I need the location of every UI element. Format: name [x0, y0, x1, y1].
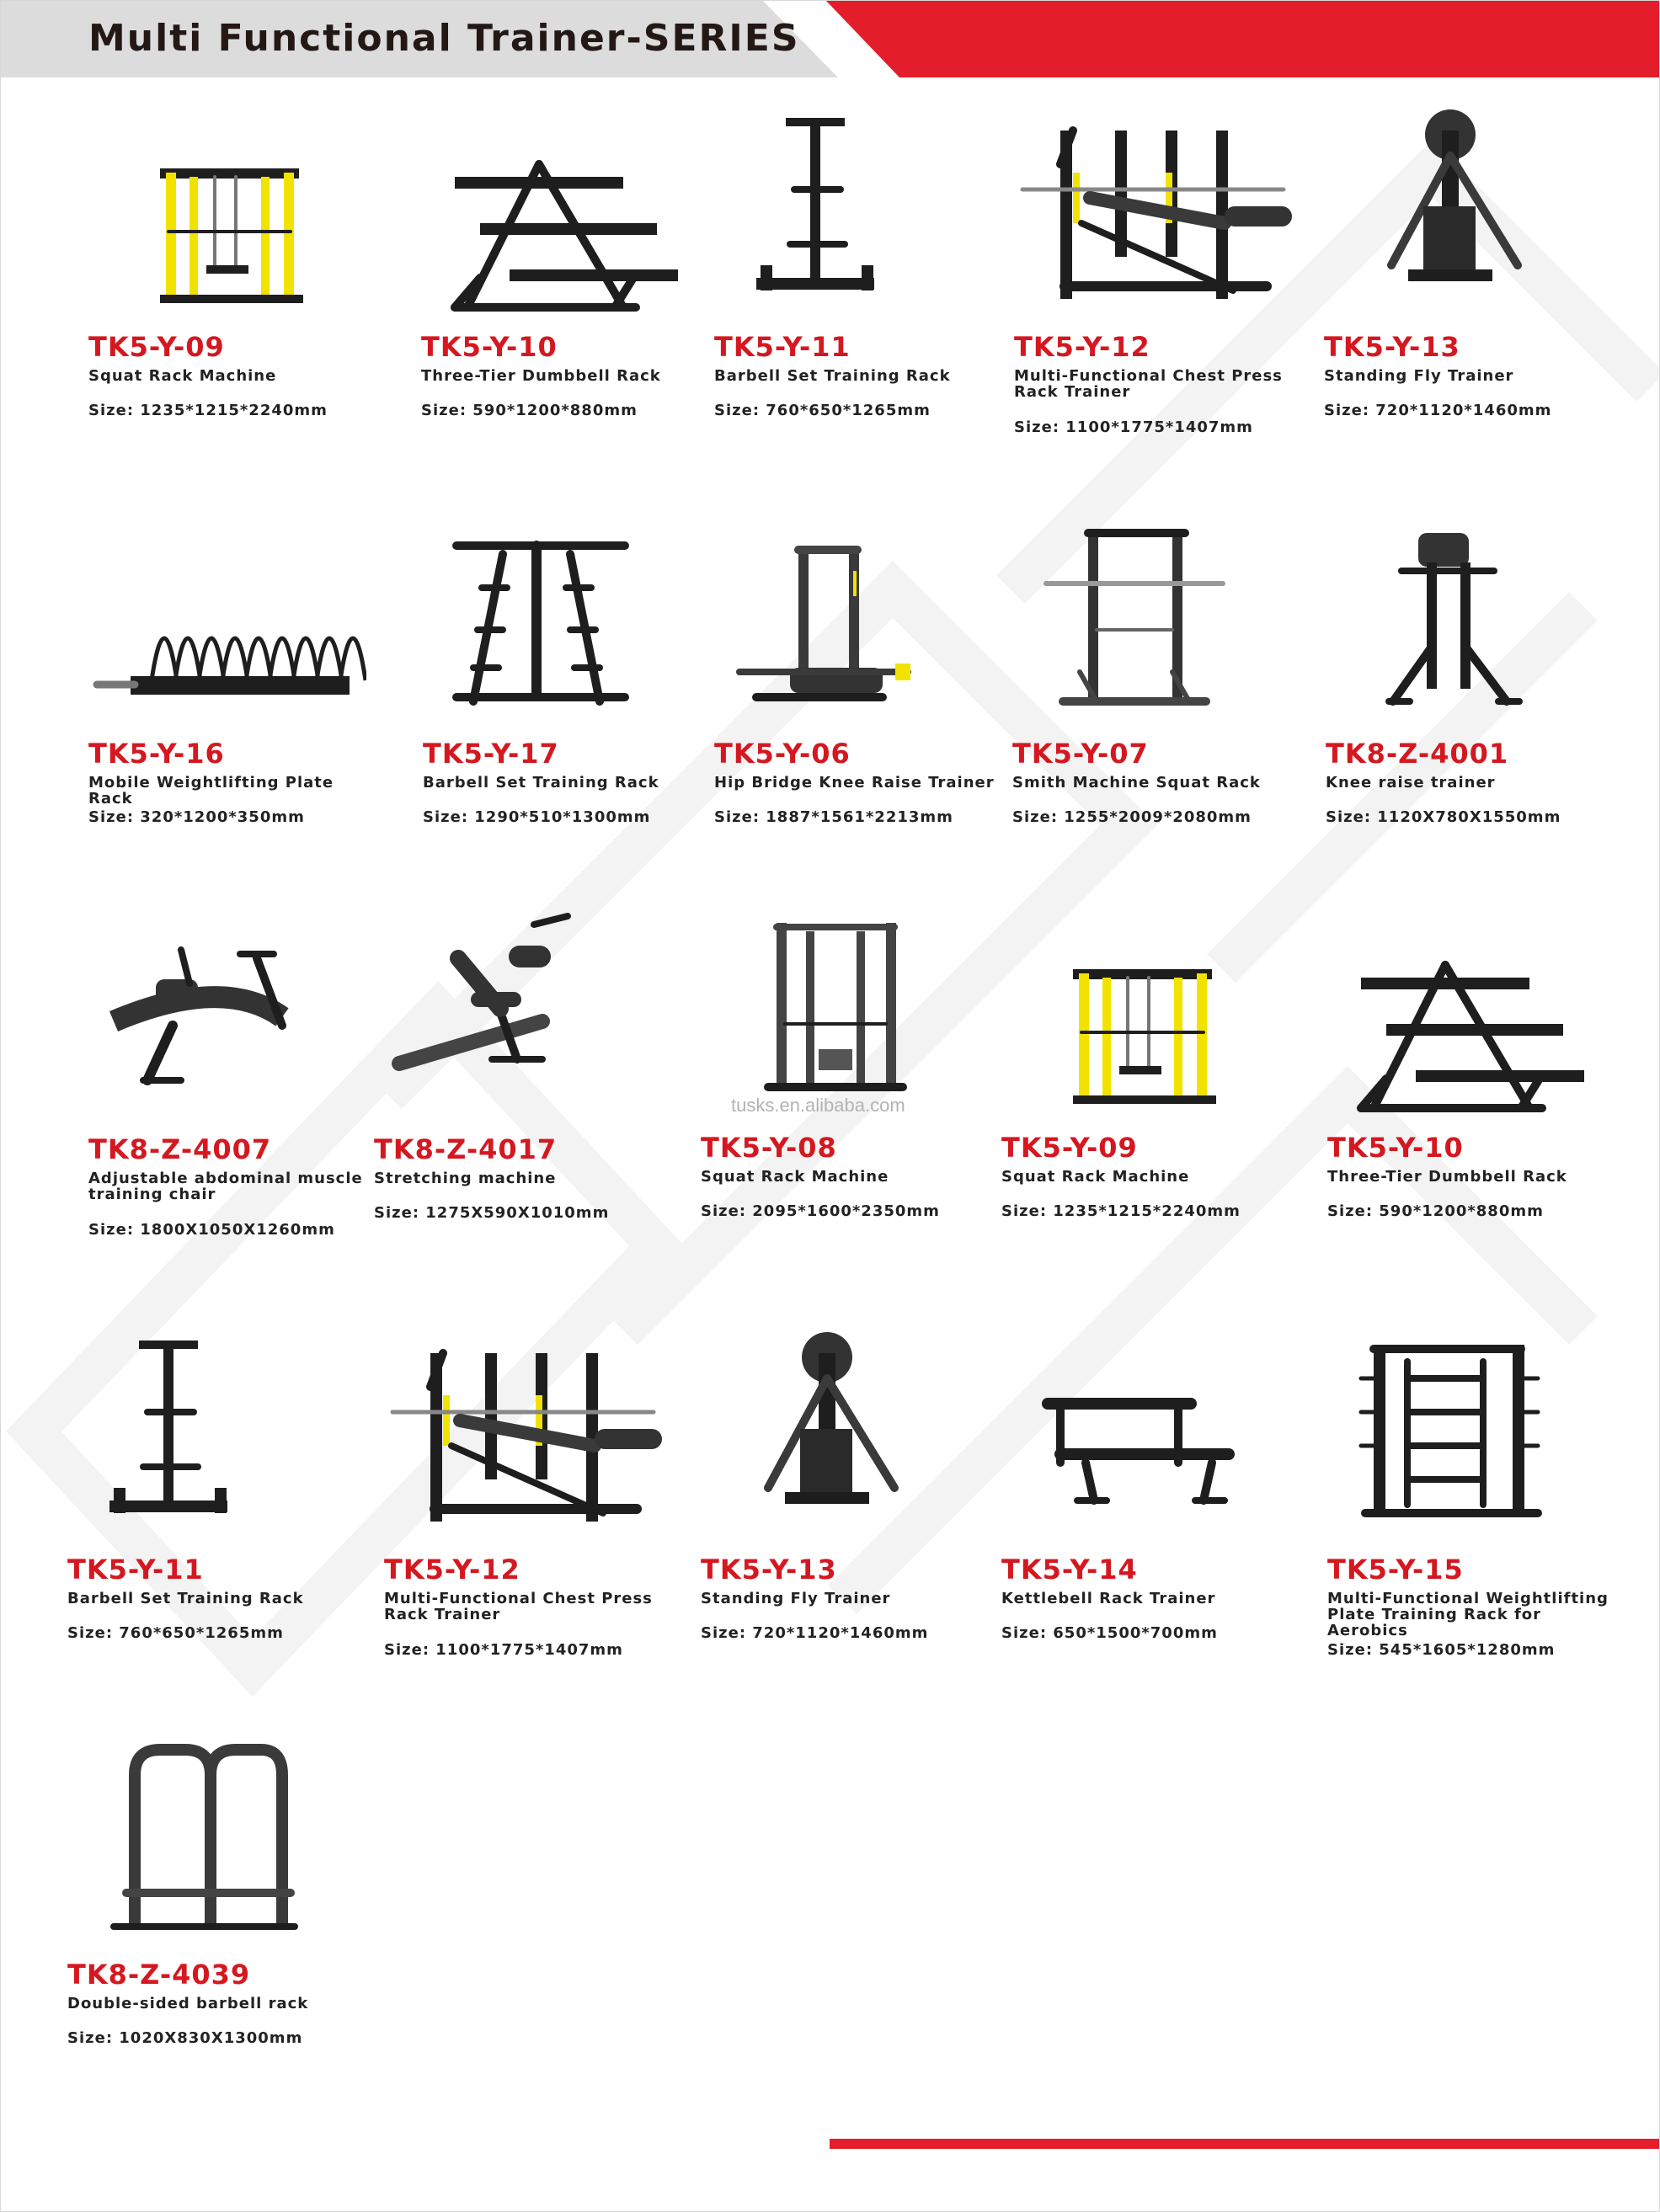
product-code: TK5-Y-06: [714, 738, 851, 770]
product-size: Size: 760*650*1265mm: [714, 402, 931, 419]
product-name: Multi-Functional Chest Press Rack Trainer: [384, 1590, 653, 1623]
product-name: Squat Rack Machine: [88, 367, 277, 385]
product-size: Size: 650*1500*700mm: [1001, 1624, 1218, 1642]
product-code: TK8-Z-4007: [88, 1133, 272, 1165]
product-code: TK5-Y-10: [1327, 1132, 1464, 1164]
dumbbell-rack-icon: [421, 97, 699, 324]
product-name: Standing Fly Trainer: [701, 1590, 891, 1607]
product-size: Size: 545*1605*1280mm: [1327, 1641, 1556, 1659]
product-size: Size: 1120X780X1550mm: [1326, 808, 1561, 826]
product-name: Three-Tier Dumbbell Rack: [1327, 1168, 1567, 1186]
product-name: Double-sided barbell rack: [67, 1995, 309, 2012]
squat-rack-dark-icon: [701, 898, 979, 1125]
plate-tree-icon: [67, 1319, 345, 1547]
product-name: Multi-Functional Chest Press Rack Trainer: [1014, 367, 1283, 401]
watermark-text: tusks.en.alibaba.com: [731, 1095, 905, 1116]
product-name: Barbell Set Training Rack: [67, 1590, 304, 1607]
product-size: Size: 1100*1775*1407mm: [384, 1641, 623, 1659]
bench-rack-icon: [384, 1319, 662, 1547]
product-size: Size: 720*1120*1460mm: [701, 1624, 929, 1642]
product-size: Size: 1800X1050X1260mm: [88, 1221, 335, 1239]
product-code: TK5-Y-10: [421, 331, 558, 363]
product-size: Size: 590*1200*880mm: [421, 402, 638, 419]
product-name: Squat Rack Machine: [1001, 1168, 1190, 1186]
product-size: Size: 1290*510*1300mm: [423, 808, 651, 826]
bench-rack-icon: [1014, 97, 1292, 324]
product-code: TK5-Y-13: [1324, 331, 1460, 363]
product-name: Multi-Functional Weightlifting Plate Training Rack for Aerobics: [1327, 1590, 1609, 1639]
product-code: TK5-Y-17: [423, 738, 559, 770]
product-code: TK5-Y-07: [1012, 738, 1149, 770]
product-code: TK5-Y-16: [88, 738, 225, 770]
footer-red-bar: [830, 2139, 1660, 2149]
knee-raise-icon: [1326, 504, 1604, 731]
product-size: Size: 320*1200*350mm: [88, 808, 305, 826]
product-code: TK5-Y-11: [67, 1554, 204, 1586]
product-name: Mobile Weightlifting Plate Rack: [88, 774, 334, 808]
product-name: Barbell Set Training Rack: [714, 367, 951, 385]
product-size: Size: 1275X590X1010mm: [374, 1204, 610, 1222]
kettlebell-rack-icon: [1001, 1319, 1279, 1547]
stretch-machine-icon: [374, 899, 652, 1127]
product-code: TK5-Y-08: [701, 1132, 837, 1164]
squat-rack-yellow-icon: [1001, 898, 1279, 1125]
product-size: Size: 1235*1215*2240mm: [1001, 1202, 1241, 1220]
product-name: Barbell Set Training Rack: [423, 774, 659, 792]
product-size: Size: 2095*1600*2350mm: [701, 1202, 940, 1220]
product-code: TK5-Y-12: [1014, 331, 1150, 363]
product-code: TK8-Z-4017: [374, 1133, 558, 1165]
product-size: Size: 720*1120*1460mm: [1324, 402, 1552, 419]
product-name: Standing Fly Trainer: [1324, 367, 1514, 385]
product-code: TK5-Y-15: [1327, 1554, 1464, 1586]
product-size: Size: 1887*1561*2213mm: [714, 808, 953, 826]
product-name: Three-Tier Dumbbell Rack: [421, 367, 661, 385]
dumbbell-rack-icon: [1327, 898, 1605, 1125]
product-name: Stretching machine: [374, 1170, 557, 1187]
product-code: TK5-Y-11: [714, 331, 851, 363]
plate-tree-icon: [714, 97, 992, 324]
product-code: TK5-Y-12: [384, 1554, 520, 1586]
smith-machine-icon: [1012, 504, 1290, 731]
fly-trainer-icon: [1324, 97, 1602, 324]
product-code: TK5-Y-09: [88, 331, 225, 363]
product-size: Size: 590*1200*880mm: [1327, 1202, 1544, 1220]
product-code: TK8-Z-4001: [1326, 738, 1509, 770]
hip-bridge-icon: [714, 504, 992, 731]
plate-rack-mobile-icon: [88, 504, 366, 731]
page-title: Multi Functional Trainer-SERIES: [88, 17, 800, 60]
product-name: Adjustable abdominal muscle training chair: [88, 1170, 363, 1203]
ab-chair-icon: [88, 899, 366, 1127]
product-size: Size: 760*650*1265mm: [67, 1624, 284, 1642]
product-name: Kettlebell Rack Trainer: [1001, 1590, 1216, 1607]
product-code: TK5-Y-13: [701, 1554, 837, 1586]
product-name: Knee raise trainer: [1326, 774, 1496, 792]
product-code: TK5-Y-14: [1001, 1554, 1138, 1586]
product-code: TK5-Y-09: [1001, 1132, 1138, 1164]
aerobic-rack-icon: [1327, 1319, 1605, 1547]
product-name: Smith Machine Squat Rack: [1012, 774, 1261, 792]
double-barbell-rack-icon: [67, 1724, 345, 1952]
product-size: Size: 1255*2009*2080mm: [1012, 808, 1252, 826]
product-name: Squat Rack Machine: [701, 1168, 889, 1186]
product-size: Size: 1020X830X1300mm: [67, 2029, 303, 2047]
product-name: Hip Bridge Knee Raise Trainer: [714, 774, 995, 792]
product-size: Size: 1100*1775*1407mm: [1014, 418, 1253, 436]
product-code: TK8-Z-4039: [67, 1959, 251, 1991]
fly-trainer-icon: [701, 1319, 979, 1547]
product-size: Size: 1235*1215*2240mm: [88, 402, 328, 419]
barbell-rack-icon: [423, 504, 701, 731]
squat-rack-yellow-icon: [88, 97, 366, 324]
